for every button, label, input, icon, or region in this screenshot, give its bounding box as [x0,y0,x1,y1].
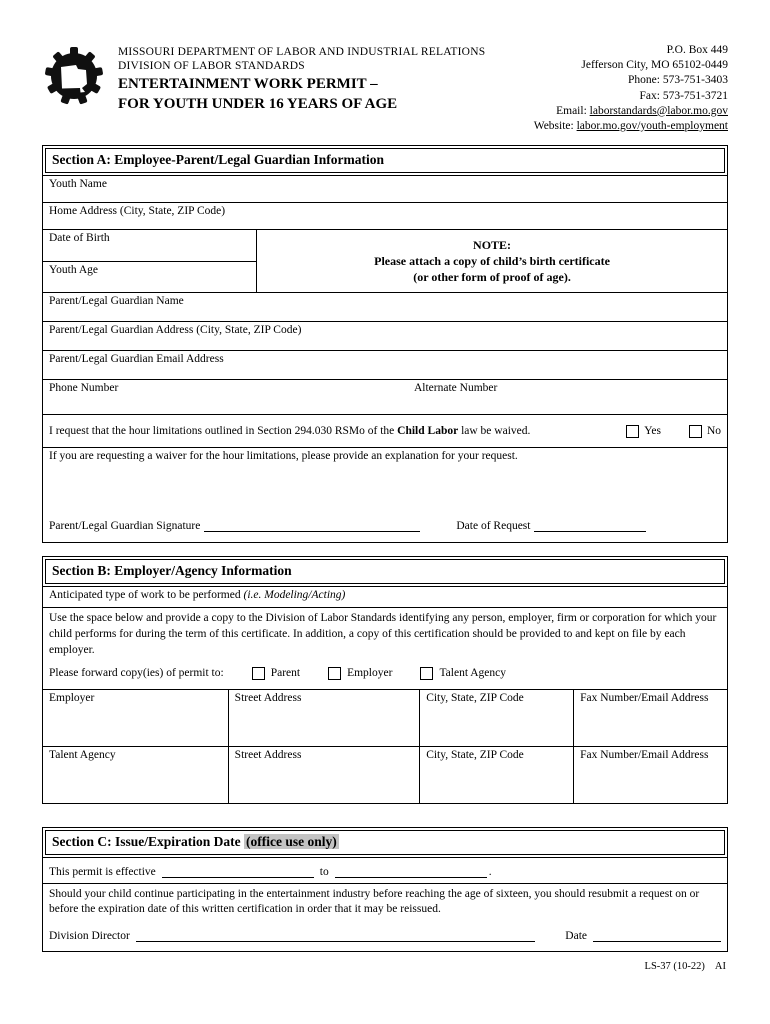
waiver-text-post: law be waived. [458,425,531,438]
waiver-text-bold: Child Labor [397,425,459,438]
note-title: NOTE: [473,237,512,252]
talent-fax-header: Fax Number/Email Address [580,748,709,761]
forward-parent-label: Parent [270,667,301,680]
form-header [42,42,728,134]
forward-parent-checkbox[interactable] [252,667,265,680]
permit-effective-label: This permit is effective [49,865,156,878]
website-line [534,119,728,134]
talent-street-cell [228,746,420,803]
guardian-address-label: Parent/Legal Guardian Address (City, State, ZIP Code) [49,324,302,337]
employer-fax-cell [573,689,727,746]
waiver-statement [49,425,530,437]
website-label: Website: [533,119,577,132]
section-a [42,145,728,543]
dob-note-row [43,229,727,292]
field-youth-age [43,261,256,292]
form-number: LS-37 (10-22) [644,960,705,972]
talent-city-header: City, State, ZIP Code [426,748,524,761]
email-line [534,104,728,119]
anticipated-work-example: (i.e. Modeling/Acting) [243,589,346,602]
forward-talent-agency-label: Talent Agency [439,667,507,680]
field-guardian-address [43,321,727,350]
birth-certificate-note [257,230,727,292]
guardian-signature-line[interactable] [204,519,420,532]
date-of-birth-label: Date of Birth [49,232,110,245]
home-address-label: Home Address (City, State, ZIP Code) [49,205,226,218]
missouri-dol-gear-logo [42,44,106,108]
employer-instructions-block [43,607,727,689]
contact-block [534,42,728,134]
note-line2: (or other form of proof of age). [413,270,571,285]
employer-city-cell [419,689,573,746]
field-guardian-name [43,292,727,321]
youth-age-label: Youth Age [49,264,98,277]
waiver-explanation-label: If you are requesting a waiver for the hour limitations, please provide an explanation for your request. [49,450,518,463]
signature-row [43,511,727,542]
website-link[interactable]: labor.mo.gov/youth-employment [576,119,728,132]
field-date-of-birth [43,230,256,261]
expiration-date-line[interactable] [335,865,487,878]
employer-street-cell [228,689,420,746]
alternate-number-label: Alternate Number [413,382,498,395]
guardian-email-label: Parent/Legal Guardian Email Address [49,353,224,366]
email-link[interactable]: laborstandards@labor.mo.gov [589,104,728,117]
waiver-no-label: No [706,425,721,438]
form-title-line2: FOR YOUTH UNDER 16 YEARS OF AGE [118,95,398,112]
waiver-no-checkbox[interactable] [689,425,702,438]
field-phone-numbers [43,379,727,414]
section-a-title: Section A: Employee-Parent/Legal Guardian Information [45,148,725,173]
waiver-request-row [43,414,727,447]
forward-employer-label: Employer [347,667,393,680]
field-home-address [43,202,727,229]
talent-city-cell [419,746,573,803]
section-c-title [45,830,725,855]
agency-block [118,42,534,113]
date-of-request-line[interactable] [534,519,646,532]
section-c [42,827,728,952]
division-director-line[interactable] [136,929,535,942]
dob-column [43,230,257,292]
anticipated-work-text: Anticipated type of work to be performed [49,589,244,602]
form-footer [42,961,728,972]
section-b [42,556,728,804]
division-director-label: Division Director [49,929,130,942]
waiver-yes-checkbox[interactable] [626,425,639,438]
employer-header: Employer [49,691,95,704]
employer-street-header: Street Address [234,691,302,704]
guardian-name-label: Parent/Legal Guardian Name [49,295,184,308]
city-line: Jefferson City, MO 65102-0449 [581,59,728,72]
section-c-title-text: Section C: Issue/Expiration Date [52,833,244,849]
employer-table [43,689,727,803]
section-b-title: Section B: Employer/Agency Information [45,559,725,584]
waiver-explanation-area[interactable] [43,447,727,511]
employer-cell [43,689,228,746]
field-guardian-email [43,350,727,379]
waiver-text-pre: I request that the hour limitations outlined in Section 294.030 RSMo of the [49,425,398,438]
talent-fax-cell [573,746,727,803]
email-label: Email: [556,104,590,117]
agency-name: MISSOURI DEPARTMENT OF LABOR AND INDUSTRIAL RELATIONS [118,46,486,58]
talent-agency-header: Talent Agency [49,748,116,761]
forward-permit-row [43,659,727,689]
permit-effective-row [43,857,727,883]
date-of-request-label: Date of Request [456,520,531,533]
division-name: DIVISION OF LABOR STANDARDS [118,60,305,73]
note-line1: Please attach a copy of child’s birth certificate [374,253,610,268]
form-suffix: AI [714,960,726,972]
po-box-line: P.O. Box 449 [666,44,728,56]
talent-street-header: Street Address [234,748,302,761]
director-date-line[interactable] [593,929,721,942]
fax-line: Fax: 573-751-3721 [639,89,728,102]
effective-period: . [488,865,492,878]
employer-instructions: Use the space below and provide a copy to the Division of Labor Standards identifying any person, employer, firm or corporation for which your child performs for during the term of this certificate. In addition, a copy of this certification should be provided to and kept on file by each employer. [49,612,717,656]
division-director-row [43,925,727,951]
director-date-label: Date [565,929,587,942]
waiver-choices [626,425,721,438]
forward-talent-agency-checkbox[interactable] [420,667,433,680]
guardian-signature-label: Parent/Legal Guardian Signature [49,520,201,533]
form-title-line1: ENTERTAINMENT WORK PERMIT – [118,75,378,92]
to-label: to [319,865,329,878]
field-anticipated-work [43,586,727,607]
waiver-yes-label: Yes [644,425,661,438]
employer-city-header: City, State, ZIP Code [426,691,524,704]
forward-permit-label: Please forward copy(ies) of permit to: [49,667,224,680]
forward-employer-checkbox[interactable] [328,667,341,680]
resubmit-note: Should your child continue participating in the entertainment industry before reaching the age of sixteen, you should resubmit a request on or before the expiration date of this written certification in order that it may be reissued. [43,883,727,925]
talent-agency-cell [43,746,228,803]
anticipated-work-label [49,589,345,601]
effective-date-line[interactable] [162,865,314,878]
employer-fax-header: Fax Number/Email Address [580,691,709,704]
field-youth-name [43,175,727,202]
office-use-only-highlight: (office use only) [246,833,337,849]
youth-name-label: Youth Name [49,178,107,191]
phone-line: Phone: 573-751-3403 [628,74,728,87]
phone-number-label: Phone Number [49,382,119,395]
